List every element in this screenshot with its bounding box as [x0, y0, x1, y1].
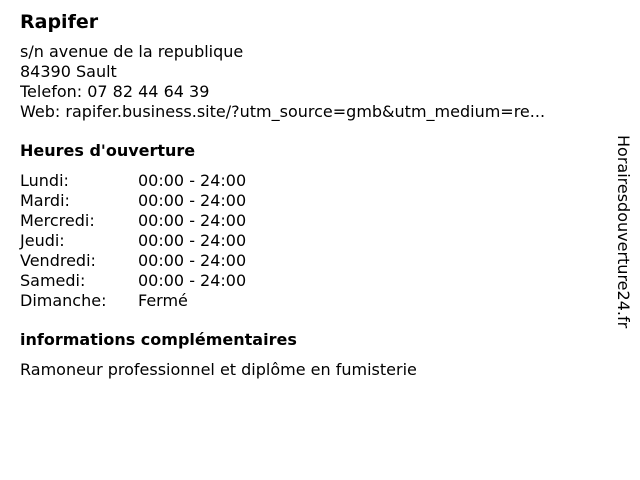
hours-row-sunday [20, 291, 600, 311]
hours-day: Lundi: [20, 171, 69, 190]
hours-time: 00:00 - 24:00 [138, 251, 247, 270]
hours-row-monday [20, 171, 600, 191]
hours-time: Fermé [138, 291, 188, 310]
hours-day: Dimanche: [20, 291, 107, 310]
hours-row-friday [20, 251, 600, 271]
business-name: Rapifer [20, 11, 99, 33]
hours-time: 00:00 - 24:00 [138, 191, 247, 210]
hours-time: 00:00 - 24:00 [138, 271, 247, 290]
hours-day: Mercredi: [20, 211, 95, 230]
hours-row-saturday [20, 271, 600, 291]
hours-day: Vendredi: [20, 251, 96, 270]
hours-day: Samedi: [20, 271, 86, 290]
address-line-1: s/n avenue de la republique [20, 42, 244, 61]
hours-row-tuesday [20, 191, 600, 211]
additional-info-text: Ramoneur professionnel et diplôme en fumisterie [20, 360, 417, 379]
additional-info-heading: informations complémentaires [20, 330, 297, 349]
hours-day: Mardi: [20, 191, 70, 210]
hours-time: 00:00 - 24:00 [138, 231, 247, 250]
hours-day: Jeudi: [20, 231, 65, 250]
address-line-2: 84390 Sault [20, 62, 117, 81]
hours-row-wednesday [20, 211, 600, 231]
site-watermark: Horairesdouverture24.fr [614, 135, 633, 329]
business-details [20, 10, 600, 380]
hours-row-thursday [20, 231, 600, 251]
phone-line: Telefon: 07 82 44 64 39 [20, 82, 210, 101]
opening-hours-list [20, 171, 600, 311]
opening-hours-heading: Heures d'ouverture [20, 141, 196, 160]
hours-time: 00:00 - 24:00 [138, 171, 247, 190]
hours-time: 00:00 - 24:00 [138, 211, 247, 230]
website-line: Web: rapifer.business.site/?utm_source=gmb&utm_medium=re... [20, 102, 546, 121]
